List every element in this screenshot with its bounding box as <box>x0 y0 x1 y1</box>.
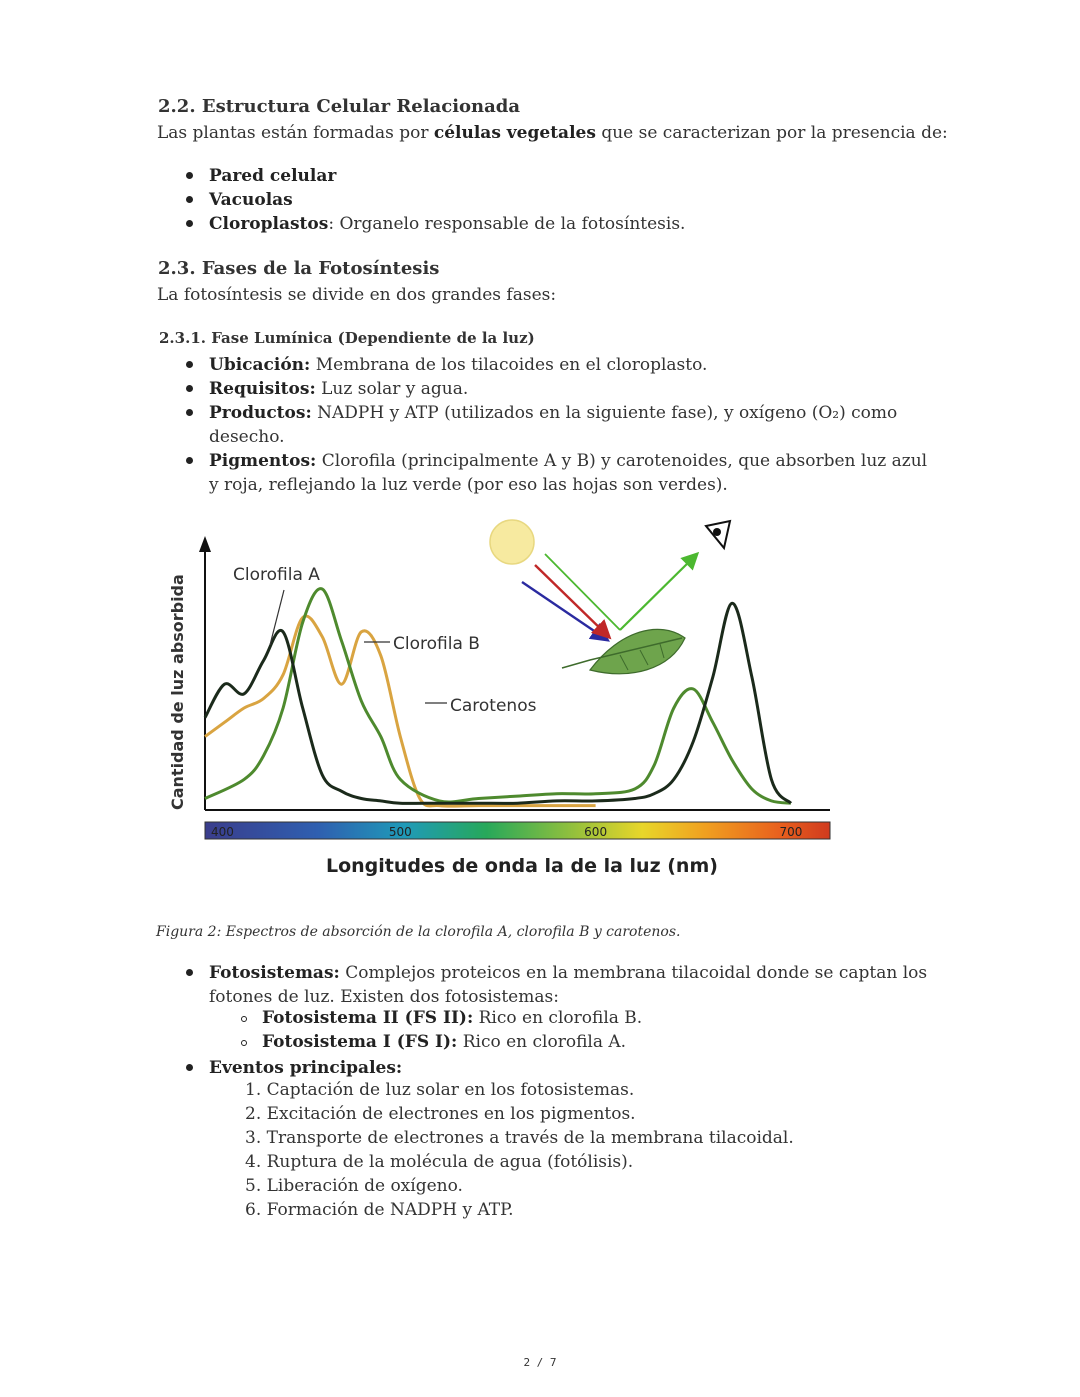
x-tick-label: 600 <box>584 825 608 839</box>
heading-2-3-1: 2.3.1. Fase Lumínica (Dependiente de la luz) <box>159 329 535 347</box>
sub-list-item <box>262 1032 626 1052</box>
text: Membrana de los tilacoides en el cloroplasto. <box>310 355 708 375</box>
bold-text: Fotosistema I (FS I): <box>262 1032 458 1052</box>
bold-text: Cloroplastos <box>209 214 329 234</box>
absorption-spectrum-chart <box>150 510 850 890</box>
bullet <box>186 1064 193 1071</box>
x-tick-label: 700 <box>779 825 803 839</box>
list-item <box>209 1056 929 1080</box>
page-number: 2 / 7 <box>523 1356 557 1369</box>
text: Las plantas están formadas por <box>157 123 434 143</box>
event-item: 1. Captación de luz solar en los fotosistemas. <box>245 1080 635 1100</box>
list-item <box>209 961 929 1009</box>
bold-text: Requisitos: <box>209 379 316 399</box>
bullet <box>186 457 193 464</box>
sub-list-item <box>262 1008 642 1028</box>
event-item: 5. Liberación de oxígeno. <box>245 1176 463 1196</box>
text: que se caracterizan por la presencia de: <box>595 123 948 143</box>
bullet <box>186 220 193 227</box>
event-item: 4. Ruptura de la molécula de agua (fotólisis). <box>245 1152 634 1172</box>
bullet <box>186 196 193 203</box>
bold-text: Eventos principales: <box>209 1058 403 1078</box>
reflected-green-ray <box>620 555 696 630</box>
bullet <box>186 385 193 392</box>
bold-text: Pared celular <box>209 166 337 186</box>
paragraph-2-3: La fotosíntesis se divide en dos grandes fases: <box>157 285 557 305</box>
bullet <box>186 361 193 368</box>
text: Rico en clorofila A. <box>457 1032 627 1052</box>
y-axis-arrow-icon <box>199 536 211 552</box>
heading-2-2: 2.2. Estructura Celular Relacionada <box>158 96 521 117</box>
bullet <box>186 969 193 976</box>
blue-light-ray <box>522 582 606 639</box>
bold-text: Fotosistemas: <box>209 963 340 983</box>
sub-bullet <box>241 1040 247 1046</box>
event-item: 2. Excitación de electrones en los pigmentos. <box>245 1104 636 1124</box>
incident-light-ray <box>545 554 620 630</box>
x-axis-label: Longitudes de onda la de la luz (nm) <box>326 855 718 877</box>
x-tick-label: 500 <box>388 825 412 839</box>
text: Clorofila (principalmente A y B) y carotenoides, que absorben luz azul y roja, reflejando la luz verde (por eso las hojas son verdes). <box>209 451 928 495</box>
text: NADPH y ATP (utilizados en la siguiente fase), y oxígeno (O₂) como desecho. <box>209 403 898 447</box>
list-item <box>209 353 929 377</box>
label-clorofila-b: Clorofila B <box>393 634 480 654</box>
spectrum-bar <box>205 822 830 839</box>
sun-icon <box>490 520 534 564</box>
bullet <box>186 409 193 416</box>
x-tick-label: 400 <box>211 825 234 839</box>
y-axis-label: Cantidad de luz absorbida <box>168 574 187 810</box>
label-clorofila-a: Clorofila A <box>233 565 320 585</box>
event-item: 6. Formación de NADPH y ATP. <box>245 1200 514 1220</box>
list-item <box>209 212 929 236</box>
text: Luz solar y agua. <box>315 379 469 399</box>
text: : Organelo responsable de la fotosíntesis. <box>328 214 686 234</box>
list-item <box>209 164 929 188</box>
heading-2-3: 2.3. Fases de la Fotosíntesis <box>158 258 440 279</box>
bold-text: células vegetales <box>433 123 596 143</box>
bold-text: Pigmentos: <box>209 451 317 471</box>
text: Rico en clorofila B. <box>473 1008 643 1028</box>
red-light-ray <box>535 565 608 636</box>
bold-text: Vacuolas <box>209 190 293 210</box>
bold-text: Ubicación: <box>209 355 311 375</box>
bold-text: Productos: <box>209 403 312 423</box>
eye-icon <box>706 521 730 548</box>
bold-text: Fotosistema II (FS II): <box>262 1008 474 1028</box>
event-item: 3. Transporte de electrones a través de la membrana tilacoidal. <box>245 1128 794 1148</box>
bullet <box>186 172 193 179</box>
label-carotenos: Carotenos <box>450 696 537 716</box>
figure-caption: Figura 2: Espectros de absorción de la clorofila A, clorofila B y carotenos. <box>156 924 681 940</box>
sub-bullet <box>241 1016 247 1022</box>
text: Complejos proteicos en la membrana tilacoidal donde se captan los fotones de luz. Existen dos fotosistemas: <box>209 963 928 1007</box>
paragraph-2-2 <box>157 123 948 143</box>
list-item <box>209 401 929 449</box>
leader-clorofila-a <box>270 590 284 645</box>
leaf-icon <box>562 629 685 673</box>
list-item <box>209 188 929 212</box>
list-item <box>209 377 929 401</box>
list-item <box>209 449 929 497</box>
